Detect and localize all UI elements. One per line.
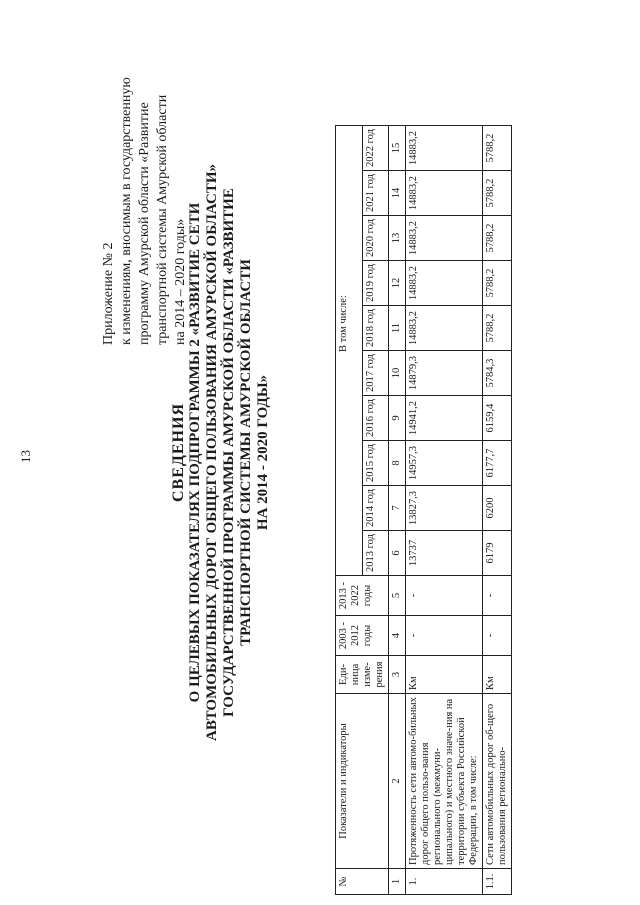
row-2013-2022: - (483, 576, 512, 616)
heading-line: ТРАНСПОРТНОЙ СИСТЕМЫ АМУРСКОЙ ОБЛАСТИ (238, 259, 254, 646)
page-number: 13 (18, 450, 33, 463)
header-year: 2017 год (362, 351, 389, 396)
heading-line: ГОСУДАРСТВЕННОЙ ПРОГРАММЫ АМУРСКОЙ ОБЛАСТИ «РАЗВИТИЕ (221, 188, 237, 717)
row-value: 14957,3 (406, 441, 483, 486)
col-number: 3 (389, 656, 406, 694)
heading-title: СВЕДЕНИЯ (170, 402, 187, 503)
col-number: 10 (389, 351, 406, 396)
column-number-row (389, 126, 406, 895)
row-value: 5788,2 (483, 171, 512, 216)
col-number: 2 (389, 694, 406, 869)
row-unit: Км (483, 656, 512, 694)
row-value: 14883,2 (406, 306, 483, 351)
header-year: 2020 год (362, 216, 389, 261)
header-indicator: Показатели и индикаторы (336, 694, 389, 869)
row-value: 13827,3 (406, 486, 483, 531)
header-year: 2016 год (362, 396, 389, 441)
row-value: 6177,7 (483, 441, 512, 486)
row-value: 14883,2 (406, 261, 483, 306)
header-2013-2022: 2013 - 2022 годы (336, 576, 389, 616)
appendix-line: программу Амурской области «Развитие (137, 102, 152, 345)
row-value: 14883,2 (406, 216, 483, 261)
row-value: 5788,2 (483, 126, 512, 171)
row-value: 5784,3 (483, 351, 512, 396)
col-number: 15 (389, 126, 406, 171)
row-value: 5788,2 (483, 216, 512, 261)
table-row (483, 126, 512, 895)
row-value: 6179 (483, 531, 512, 576)
appendix-line: Приложение № 2 (101, 242, 116, 345)
heading-line: О ЦЕЛЕВЫХ ПОКАЗАТЕЛЯХ ПОДПРОГРАММЫ 2 «РАЗВИТИЕ СЕТИ (187, 202, 203, 703)
col-number: 13 (389, 216, 406, 261)
header-unit: Еди-ница изме-рения (336, 656, 389, 694)
appendix-line: на 2014 – 2020 годы» (173, 218, 188, 345)
row-value: 5788,2 (483, 306, 512, 351)
col-number: 5 (389, 576, 406, 616)
row-indicator: Сети автомобильных дорог об-щего пользования регионально- (483, 694, 512, 869)
row-value: 5788,2 (483, 261, 512, 306)
header-in-that: В том числе: (336, 126, 363, 576)
row-value: 6200 (483, 486, 512, 531)
indicators-table (335, 125, 512, 895)
row-2003-2012: - (406, 616, 483, 656)
row-value: 13737 (406, 531, 483, 576)
heading-line: АВТОМОБИЛЬНЫХ ДОРОГ ОБЩЕГО ПОЛЬЗОВАНИЯ АМУРСКОЙ ОБЛАСТИ» (204, 163, 220, 742)
header-2003-2012: 2003 - 2012 годы (336, 616, 389, 656)
row-value: 14879,3 (406, 351, 483, 396)
header-year: 2021 год (362, 171, 389, 216)
header-year: 2014 год (362, 486, 389, 531)
header-year: 2013 год (362, 531, 389, 576)
row-unit: Км (406, 656, 483, 694)
appendix-line: транспортной системы Амурской области (155, 94, 170, 345)
row-value: 14883,2 (406, 171, 483, 216)
col-number: 14 (389, 171, 406, 216)
row-2003-2012: - (483, 616, 512, 656)
table-header-row (336, 126, 363, 895)
col-number: 8 (389, 441, 406, 486)
header-year: 2018 год (362, 306, 389, 351)
table-row (406, 126, 483, 895)
row-num: 1. (406, 869, 483, 895)
col-number: 7 (389, 486, 406, 531)
col-number: 11 (389, 306, 406, 351)
header-year: 2022 год (362, 126, 389, 171)
col-number: 9 (389, 396, 406, 441)
header-num: № (336, 869, 389, 895)
row-num: 1.1. (483, 869, 512, 895)
appendix-line: к изменениям, вносимым в государственную (119, 77, 134, 345)
col-number: 1 (389, 869, 406, 895)
col-number: 4 (389, 616, 406, 656)
row-indicator: Протяженность сети автомо-бильных дорог общего пользо-вания регионального (межмуни-ципального) и местного значе-ния на территории субъекта Российской Федерации, в том числе: (406, 694, 483, 869)
document-heading (170, 0, 272, 905)
row-value: 6159,4 (483, 396, 512, 441)
heading-line: НА 2014 - 2020 ГОДЫ» (255, 374, 271, 531)
col-number: 6 (389, 531, 406, 576)
col-number: 12 (389, 261, 406, 306)
header-year: 2019 год (362, 261, 389, 306)
row-value: 14941,2 (406, 396, 483, 441)
row-2013-2022: - (406, 576, 483, 616)
header-year: 2015 год (362, 441, 389, 486)
row-value: 14883,2 (406, 126, 483, 171)
